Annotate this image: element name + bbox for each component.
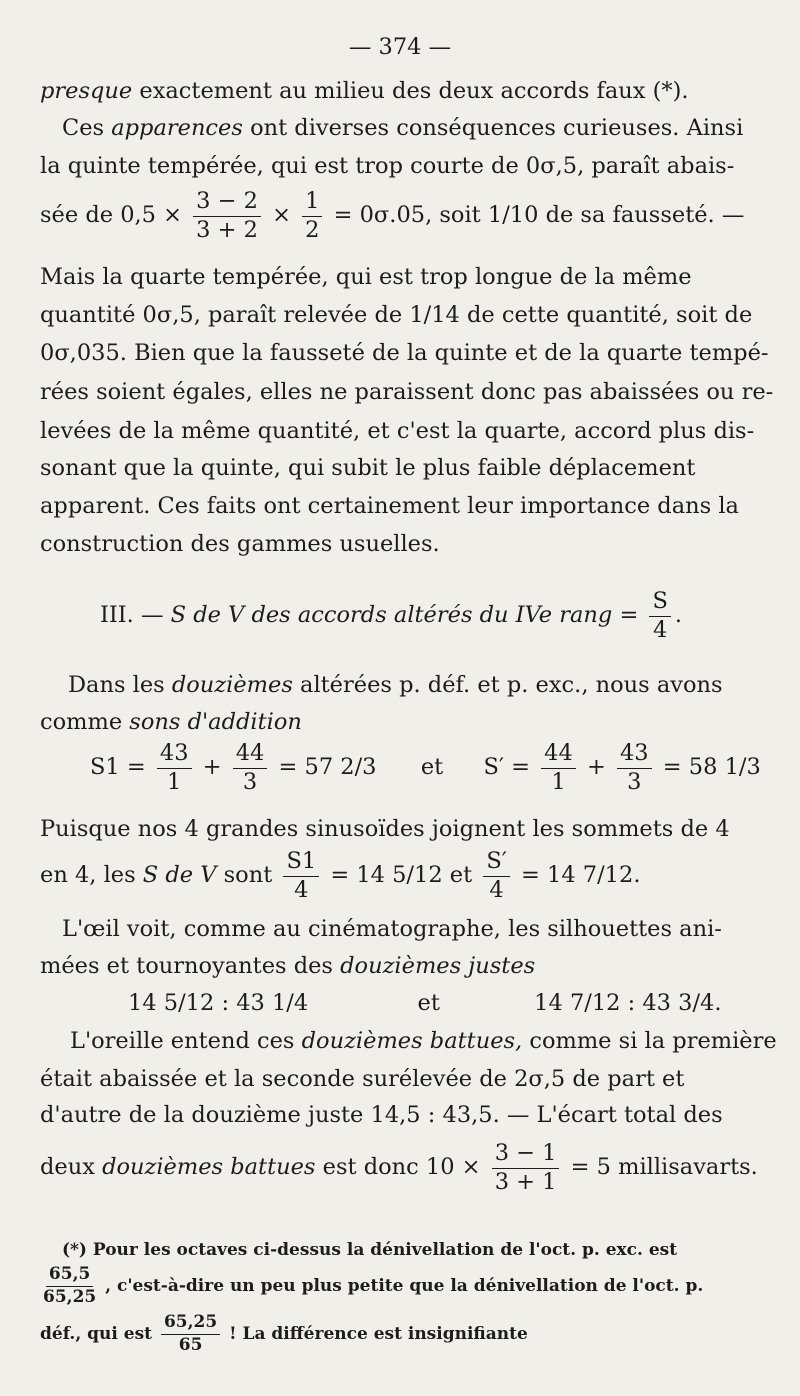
denominator: 65,25 xyxy=(43,1286,97,1307)
text-span: 14 5/12 : 43 1/4 xyxy=(128,990,309,1016)
denominator: 1 xyxy=(551,768,566,795)
text-span: et xyxy=(420,754,444,781)
fraction xyxy=(302,190,322,242)
italic-text: apparences xyxy=(111,115,243,141)
italic-text: S de V xyxy=(142,862,217,889)
numerator: S′ xyxy=(483,850,510,877)
text-line: rées soient égales, elles ne paraissent donc pas abaissées ou re- xyxy=(40,379,774,405)
denominator: 4 xyxy=(489,876,504,903)
text-span: exactement au milieu des deux accords faux (*). xyxy=(139,78,689,104)
equation-line xyxy=(40,190,760,242)
denominator: 1 xyxy=(167,768,182,795)
text-span: = 14 5/12 et xyxy=(330,862,473,889)
numerator: S1 xyxy=(283,850,319,877)
text-span: sée de 0,5 × xyxy=(40,202,182,229)
text-span: 1/14 xyxy=(409,302,460,328)
numerator: 65,25 xyxy=(161,1314,220,1335)
text-line: 0σ,035. Bien que la fausseté de la quinte et de la quarte tempé- xyxy=(40,340,769,366)
text-span: sont xyxy=(223,862,273,889)
section-title: S de V des accords altérés du IVe rang xyxy=(170,602,613,629)
numerator: 65,5 xyxy=(46,1266,93,1287)
text-line: la quinte tempérée, qui est trop courte de 0σ,5, paraît abais- xyxy=(40,153,735,179)
text-span: deux xyxy=(40,1154,95,1181)
text-span: comme xyxy=(40,709,123,735)
text-span: 1/10 xyxy=(487,202,539,229)
fraction xyxy=(157,742,192,794)
text-span: = 5 millisavarts. xyxy=(570,1154,758,1181)
fraction xyxy=(649,590,670,642)
operator: = xyxy=(619,602,639,629)
text-span: de cette quantité, soit de xyxy=(467,302,753,328)
text-line xyxy=(40,955,760,978)
text-span: de sa fausseté. — xyxy=(545,202,745,229)
text-line xyxy=(68,674,760,697)
text-line: Puisque nos 4 grandes sinusoïdes joignent les sommets de 4 xyxy=(40,816,730,842)
fraction xyxy=(492,1142,560,1194)
page-number: — 374 — xyxy=(348,34,452,60)
fraction xyxy=(161,1314,220,1355)
text-span: Dans les xyxy=(68,672,165,698)
fraction xyxy=(483,850,510,902)
text-span: S′ = xyxy=(483,754,531,781)
fraction xyxy=(193,190,261,242)
text-line xyxy=(40,711,760,734)
numerator: 43 xyxy=(617,742,652,769)
text-line xyxy=(62,117,760,140)
denominator: 65 xyxy=(178,1334,203,1355)
text-span: mées et tournoyantes des xyxy=(40,953,333,979)
text-span: . xyxy=(674,602,683,629)
text-span: Ces xyxy=(62,115,105,141)
text-line: Mais la quarte tempérée, qui est trop longue de la même xyxy=(40,264,692,290)
text-span: comme si la première xyxy=(529,1028,777,1054)
footnote-line: (*) Pour les octaves ci-dessus la dénivellation de l'oct. p. exc. est xyxy=(62,1240,678,1260)
text-span: 14 7/12 : 43 3/4. xyxy=(534,990,722,1016)
text-line: apparent. Ces faits ont certainement leur importance dans la xyxy=(40,493,739,519)
text-line xyxy=(40,304,760,327)
text-span: , c'est-à-dire un peu plus petite que la dénivellation de l'oct. p. xyxy=(105,1275,704,1296)
numerator: 3 − 1 xyxy=(492,1142,560,1169)
fraction xyxy=(617,742,652,794)
denominator: 3 xyxy=(242,768,258,795)
italic-text: douzièmes xyxy=(171,672,293,698)
denominator: 2 xyxy=(305,216,320,243)
text-span: déf., qui est xyxy=(40,1323,153,1344)
text-line xyxy=(70,1028,777,1054)
text-line: d'autre de la douzième juste 14,5 : 43,5. — L'écart total des xyxy=(40,1102,723,1128)
footnote-line xyxy=(40,1314,760,1355)
italic-text: presque xyxy=(40,78,133,104)
text-span: ont diverses conséquences curieuses. Ainsi xyxy=(250,115,744,141)
text-span: ! La différence est insignifiante xyxy=(229,1323,528,1344)
numerator: 43 xyxy=(157,742,192,769)
fraction xyxy=(541,742,576,794)
text-line: sonant que la quinte, qui subit le plus faible déplacement xyxy=(40,455,696,481)
equation-line xyxy=(40,1142,760,1194)
text-span: en 4, les xyxy=(40,862,136,889)
text-line: levées de la même quantité, et c'est la quarte, accord plus dis- xyxy=(40,418,755,444)
italic-text: douzièmes battues, xyxy=(301,1028,523,1054)
italic-text: douzièmes battues xyxy=(102,1154,316,1181)
text-span: L'oreille entend ces xyxy=(70,1028,295,1054)
numerator: 44 xyxy=(541,742,576,769)
operator: + xyxy=(586,754,606,781)
numerator: 3 − 2 xyxy=(193,190,261,217)
text-span: altérées p. déf. et p. exc., nous avons xyxy=(300,672,723,698)
text-span: et xyxy=(417,990,440,1016)
denominator: 3 xyxy=(627,768,642,795)
text-line: construction des gammes usuelles. xyxy=(40,531,440,557)
text-span: = 58 1/3 xyxy=(662,754,761,781)
ratio-line xyxy=(128,992,760,1015)
numerator: 44 xyxy=(233,742,268,769)
text-span: quantité 0σ,5, paraît relevée de xyxy=(40,302,403,328)
text-span: S1 = xyxy=(90,754,146,781)
section-number: III. — xyxy=(100,602,164,629)
denominator: 4 xyxy=(294,876,309,903)
italic-text: douzièmes justes xyxy=(340,953,536,979)
numerator: S xyxy=(649,590,670,617)
fraction xyxy=(43,1266,96,1307)
text-span: = 14 7/12. xyxy=(521,862,641,889)
equation-line xyxy=(90,742,760,794)
section-heading xyxy=(100,590,760,642)
text-span: = 57 2/3 xyxy=(278,754,377,781)
operator: + xyxy=(202,754,222,781)
italic-text: sons d'addition xyxy=(129,709,302,735)
denominator: 3 + 2 xyxy=(196,216,258,243)
text-line xyxy=(40,80,760,103)
footnote-line xyxy=(40,1266,760,1307)
text-line: était abaissée et la seconde surélevée de 2σ,5 de part et xyxy=(40,1066,685,1092)
fraction xyxy=(283,850,319,902)
denominator: 4 xyxy=(653,616,668,643)
equation-line xyxy=(40,850,760,902)
text-span: = 0σ.05, soit xyxy=(333,202,481,229)
text-span: est donc 10 × xyxy=(322,1154,481,1181)
operator: × xyxy=(272,202,291,229)
fraction xyxy=(233,742,268,794)
numerator: 1 xyxy=(302,190,322,217)
text-line: L'œil voit, comme au cinématographe, les silhouettes ani- xyxy=(62,916,722,942)
denominator: 3 + 1 xyxy=(494,1168,557,1195)
